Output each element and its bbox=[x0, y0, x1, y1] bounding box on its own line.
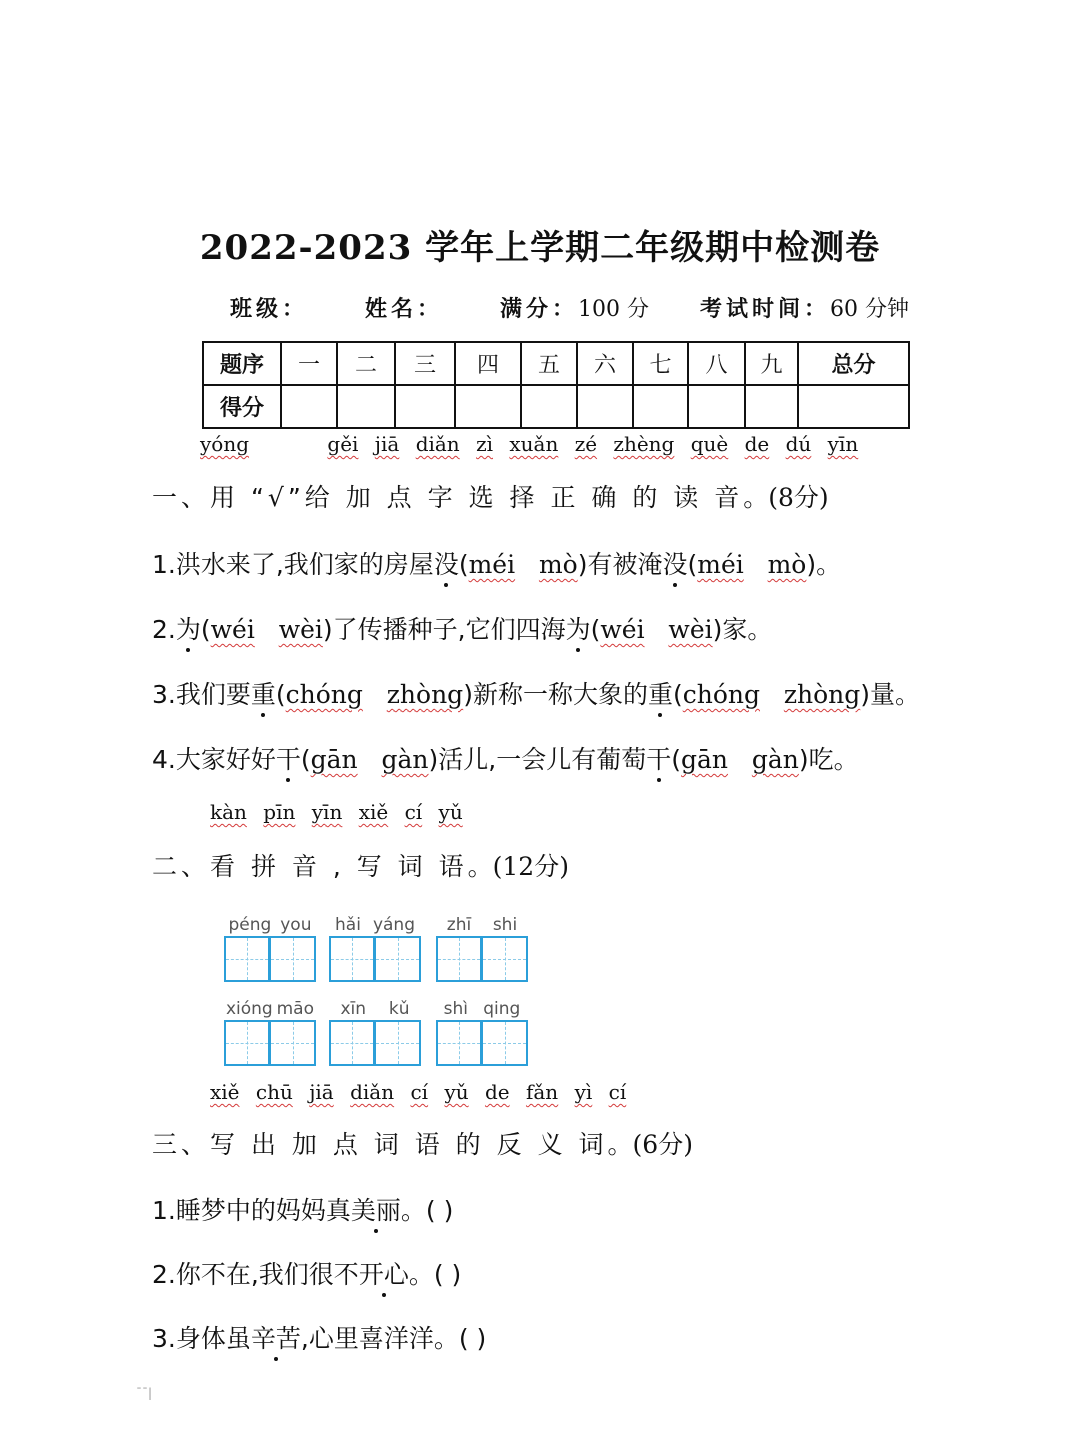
grid-pinyin: xīn kǔ bbox=[340, 999, 410, 1019]
score-table-score-row bbox=[203, 385, 909, 428]
section1-question-4: 4.大家好好干(gān gàn)活儿,一会儿有葡萄干(gān gàn)吃。 bbox=[152, 745, 859, 774]
pinyin-word: diǎn bbox=[350, 1080, 395, 1104]
option[interactable]: wèi bbox=[668, 615, 713, 644]
writing-cell[interactable] bbox=[329, 1020, 375, 1066]
word-grid bbox=[329, 998, 421, 1066]
col-6: 六 bbox=[577, 342, 633, 385]
pinyin-word: fǎn bbox=[525, 1080, 559, 1104]
section1-question-2: 2.为(wéi wèi)了传播种子,它们四海为(wéi wèi)家。 bbox=[152, 615, 773, 644]
pinyin-word: zhèng bbox=[613, 432, 675, 456]
score-cell[interactable] bbox=[281, 385, 337, 428]
writing-cell[interactable] bbox=[329, 936, 375, 982]
score-cell[interactable] bbox=[745, 385, 798, 428]
option[interactable]: chóng bbox=[682, 680, 760, 709]
exam-time: 考试时间：60 分钟 bbox=[700, 297, 910, 322]
writing-cell[interactable] bbox=[270, 1020, 316, 1066]
dotted-char: 为 bbox=[565, 615, 591, 644]
section2-pinyin bbox=[210, 800, 473, 824]
col-5: 五 bbox=[521, 342, 577, 385]
pinyin-word: jiā bbox=[309, 1080, 334, 1104]
dotted-word: 美丽 bbox=[350, 1196, 401, 1225]
answer-blank[interactable]: 。( ) bbox=[408, 1260, 462, 1289]
row-head-order: 题序 bbox=[203, 342, 281, 385]
option[interactable]: méi bbox=[468, 550, 516, 579]
grid-pinyin: zhī shi bbox=[446, 915, 518, 935]
score-cell[interactable] bbox=[633, 385, 688, 428]
col-9: 九 bbox=[745, 342, 798, 385]
grid-pinyin: shì qing bbox=[443, 999, 521, 1019]
option[interactable]: zhòng bbox=[783, 680, 861, 709]
section1-question-3: 3.我们要重(chóng zhòng)新称一称大象的重(chóng zhòng)量。 bbox=[152, 680, 921, 709]
score-cell[interactable] bbox=[521, 385, 577, 428]
pinyin-word: cí bbox=[410, 1080, 429, 1104]
section3-question-3: 3.身体虽辛苦,心里喜洋洋。( ) bbox=[152, 1324, 487, 1353]
pinyin-word: xiě bbox=[358, 800, 389, 824]
writing-cell[interactable] bbox=[482, 936, 528, 982]
pinyin-word: gěi bbox=[327, 432, 359, 456]
word-grid bbox=[224, 998, 316, 1066]
class-label: 班级： bbox=[230, 297, 309, 322]
word-grid bbox=[329, 914, 421, 982]
option[interactable]: zhòng bbox=[386, 680, 464, 709]
writing-cell[interactable] bbox=[436, 1020, 482, 1066]
dotted-char: 重 bbox=[250, 680, 276, 709]
pinyin-word: yǔ bbox=[438, 800, 463, 824]
option[interactable]: méi bbox=[697, 550, 744, 579]
section3-question-1: 1.睡梦中的妈妈真美丽。( ) bbox=[152, 1196, 454, 1225]
col-7: 七 bbox=[633, 342, 688, 385]
dotted-char: 重 bbox=[647, 680, 673, 709]
pinyin-word: de bbox=[484, 1080, 510, 1104]
pinyin-word: diǎn bbox=[415, 432, 460, 456]
pinyin-word: de bbox=[744, 432, 770, 456]
pinyin-word: pīn bbox=[263, 800, 296, 824]
option[interactable]: wèi bbox=[278, 615, 323, 644]
option[interactable]: gān bbox=[681, 745, 729, 774]
dotted-char: 为 bbox=[175, 615, 201, 644]
pinyin-word: xiě bbox=[210, 1080, 240, 1104]
pinyin-word: cí bbox=[404, 800, 423, 824]
section2-heading: 二、看 拼 音 , 写 词 语。(12分) bbox=[152, 852, 569, 881]
answer-blank[interactable]: ,心里喜洋洋。( ) bbox=[300, 1324, 487, 1353]
pinyin-word: chū bbox=[255, 1080, 293, 1104]
section3-pinyin bbox=[210, 1080, 636, 1104]
score-cell[interactable] bbox=[395, 385, 455, 428]
pinyin-word: cí bbox=[608, 1080, 627, 1104]
section3-heading: 三、写 出 加 点 词 语 的 反 义 词。(6分) bbox=[152, 1130, 693, 1159]
pinyin-word: jiā bbox=[374, 432, 400, 456]
dotted-word: 辛苦 bbox=[250, 1324, 301, 1353]
option[interactable]: mò bbox=[538, 550, 578, 579]
option[interactable]: wéi bbox=[600, 615, 645, 644]
pinyin-word: què bbox=[690, 432, 729, 456]
full-score: 满分：100 分 bbox=[500, 297, 650, 322]
writing-cell[interactable] bbox=[270, 936, 316, 982]
exam-title: 2022-2023 学年上学期二年级期中检测卷 bbox=[199, 228, 881, 268]
corner-mark: ¯¯| bbox=[136, 1386, 153, 1400]
option[interactable]: gān bbox=[310, 745, 358, 774]
score-table bbox=[202, 341, 910, 429]
score-cell[interactable] bbox=[577, 385, 633, 428]
score-cell[interactable] bbox=[337, 385, 395, 428]
section3-question-2: 2.你不在,我们很不开心。( ) bbox=[152, 1260, 462, 1289]
word-grid bbox=[224, 914, 316, 982]
pinyin-word: yóng bbox=[200, 432, 250, 456]
score-cell-total[interactable] bbox=[798, 385, 909, 428]
writing-cell[interactable] bbox=[482, 1020, 528, 1066]
pinyin-word: zì bbox=[476, 432, 493, 456]
option[interactable]: gàn bbox=[751, 745, 799, 774]
pinyin-word: xuǎn bbox=[509, 432, 559, 456]
writing-cell[interactable] bbox=[375, 1020, 421, 1066]
pinyin-word: yīn bbox=[311, 800, 343, 824]
option[interactable]: wéi bbox=[210, 615, 255, 644]
dotted-char: 干 bbox=[646, 745, 672, 774]
section1-question-1: 1.洪水来了,我们家的房屋没(méi mò)有被淹没(méi mò)。 bbox=[152, 550, 842, 579]
pinyin-word: dú bbox=[785, 432, 812, 456]
dotted-char: 干 bbox=[275, 745, 301, 774]
writing-cell[interactable] bbox=[224, 936, 270, 982]
col-8: 八 bbox=[688, 342, 745, 385]
grid-pinyin: péng you bbox=[228, 915, 312, 935]
col-1: 一 bbox=[281, 342, 337, 385]
col-2: 二 bbox=[337, 342, 395, 385]
writing-cell[interactable] bbox=[436, 936, 482, 982]
pinyin-word: yǔ bbox=[444, 1080, 469, 1104]
writing-cell[interactable] bbox=[375, 936, 421, 982]
option[interactable]: mò bbox=[767, 550, 807, 579]
option[interactable]: chóng bbox=[285, 680, 363, 709]
section1-pinyin bbox=[200, 432, 868, 456]
word-grid bbox=[436, 914, 528, 982]
row-head-score: 得分 bbox=[203, 385, 281, 428]
grid-pinyin: hǎi yáng bbox=[335, 915, 415, 935]
dotted-char: 没 bbox=[662, 550, 688, 579]
pinyin-word: kàn bbox=[210, 800, 247, 824]
col-3: 三 bbox=[395, 342, 455, 385]
section1-heading: 一、用 “√”给 加 点 字 选 择 正 确 的 读 音。(8分) bbox=[152, 483, 829, 512]
name-label: 姓名： bbox=[365, 297, 444, 322]
score-cell[interactable] bbox=[455, 385, 521, 428]
grid-pinyin: xióng māo bbox=[225, 999, 315, 1019]
pinyin-word: yīn bbox=[827, 432, 859, 456]
writing-cell[interactable] bbox=[224, 1020, 270, 1066]
word-grid bbox=[436, 998, 528, 1066]
score-table-header-row bbox=[203, 342, 909, 385]
col-4: 四 bbox=[455, 342, 521, 385]
option[interactable]: gàn bbox=[381, 745, 429, 774]
dotted-char: 没 bbox=[433, 550, 459, 579]
answer-blank[interactable]: 。( ) bbox=[400, 1196, 454, 1225]
dotted-word: 开心 bbox=[358, 1260, 409, 1289]
pinyin-word: yì bbox=[574, 1080, 593, 1104]
col-total: 总分 bbox=[798, 342, 909, 385]
pinyin-word: zé bbox=[574, 432, 598, 456]
score-cell[interactable] bbox=[688, 385, 745, 428]
